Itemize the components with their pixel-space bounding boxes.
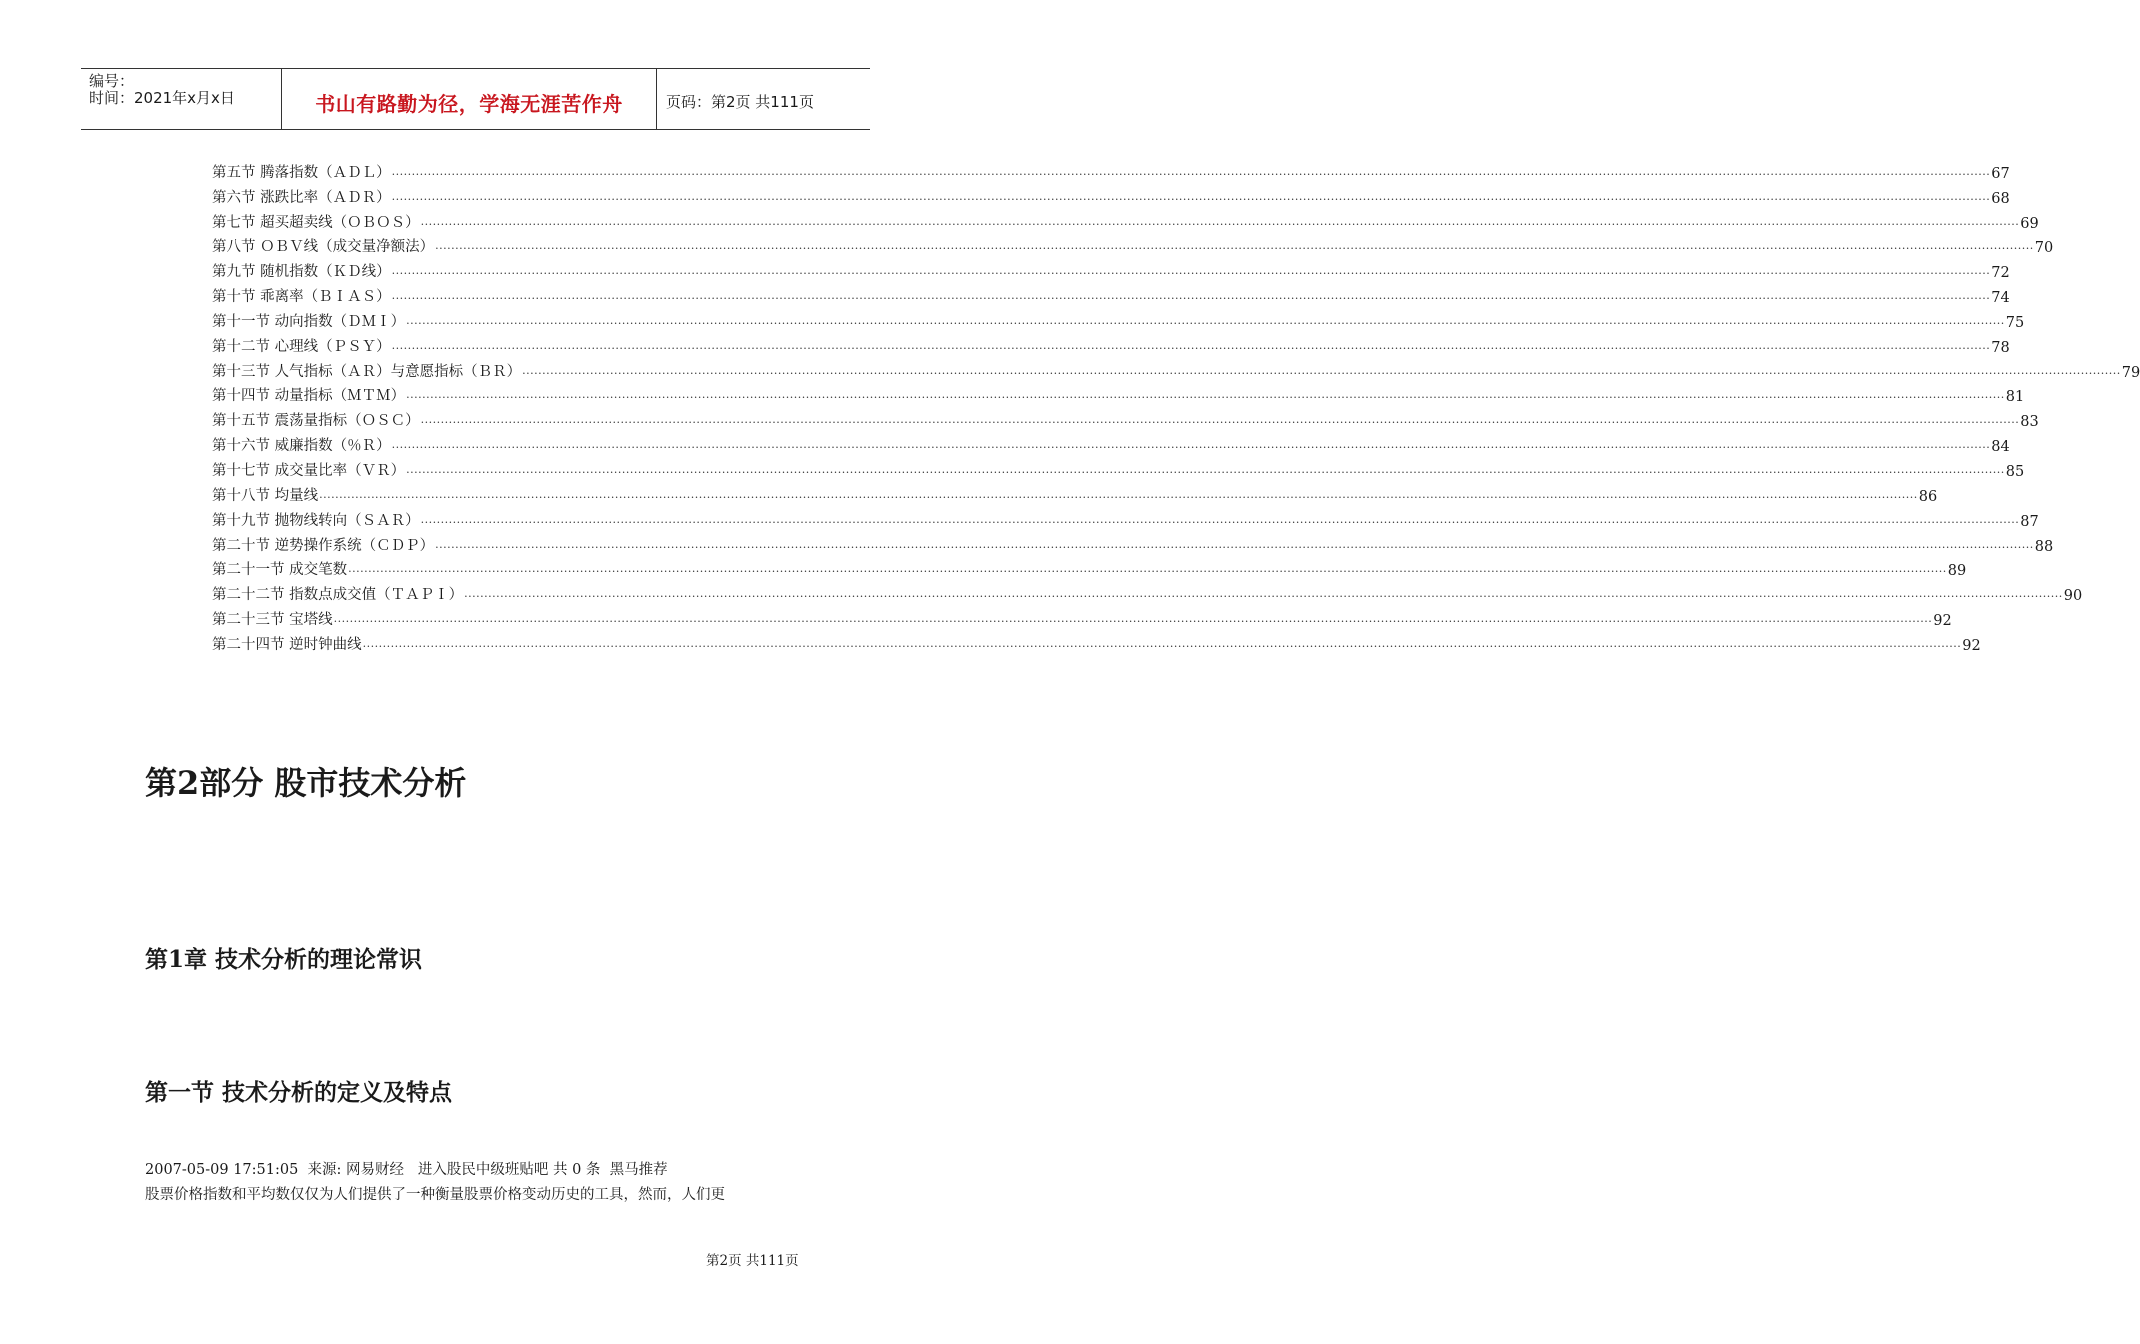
toc-entry[interactable]: [212, 281, 2010, 307]
toc-entry-title: 第九节 随机指数（ＫＤ线）: [212, 264, 391, 281]
header-page-label: 页码：第2页 共111页: [666, 93, 814, 111]
toc-entry-title: 第十节 乖离率（ＢＩＡＳ）: [212, 289, 391, 306]
toc-dot-leader: ................................................................................................................................................................................................................................................................................................................................................................................................................: [391, 189, 1991, 203]
toc-entry-title: 第二十二节 指数点成交值（ＴＡＰＩ）: [212, 587, 464, 604]
toc-dot-leader: ................................................................................................................................................................................................................................................................................................................................................................................................................: [391, 289, 1991, 303]
toc-entry-title: 第十七节 成交量比率（ＶＲ）: [212, 462, 406, 479]
toc-entry-page: 83: [2020, 414, 2039, 431]
toc-entry[interactable]: [212, 256, 2010, 282]
toc-entry-title: 第二十节 逆势操作系统（ＣＤＰ）: [212, 537, 435, 554]
toc-dot-leader: ................................................................................................................................................................................................................................................................................................................................................................................................................: [348, 562, 1947, 576]
toc-entry[interactable]: [212, 579, 2083, 605]
toc-entry[interactable]: [212, 405, 2039, 431]
toc-entry[interactable]: [212, 207, 2039, 232]
toc-entry-page: 72: [1991, 265, 2010, 282]
toc-entry-page: 67: [1991, 165, 2010, 182]
toc-entry-page: 86: [1918, 488, 1938, 505]
toc-entry[interactable]: [212, 232, 2054, 257]
toc-dot-leader: ................................................................................................................................................................................................................................................................................................................................................................................................................: [420, 512, 2020, 526]
toc-dot-leader: ................................................................................................................................................................................................................................................................................................................................................................................................................: [406, 313, 2005, 327]
toc-entry[interactable]: [212, 331, 2010, 356]
toc-entry-title: 第七节 超买超卖线（ＯＢＯＳ）: [212, 214, 420, 231]
toc-entry[interactable]: [212, 480, 1938, 505]
toc-entry-title: 第二十一节 成交笔数: [212, 562, 348, 579]
toc-entry-title: 第八节 ＯＢＶ线（成交量净额法）: [212, 239, 435, 256]
header-left-cell: [81, 69, 281, 129]
toc-entry[interactable]: [212, 306, 2025, 331]
toc-entry-title: 第十九节 抛物线转向（ＳＡＲ）: [212, 512, 420, 529]
chapter-title: 第1章 技术分析的理论常识: [145, 946, 423, 973]
toc-entry-page: 92: [1933, 613, 1952, 630]
table-of-contents: [212, 157, 2140, 654]
toc-entry-page: 74: [1991, 290, 2010, 307]
toc-dot-leader: ................................................................................................................................................................................................................................................................................................................................................................................................................: [464, 587, 2063, 601]
toc-dot-leader: ................................................................................................................................................................................................................................................................................................................................................................................................................: [391, 264, 1991, 278]
toc-entry[interactable]: [212, 182, 2010, 207]
toc-entry-page: 68: [1991, 190, 2010, 207]
toc-entry[interactable]: [212, 157, 2010, 182]
part-title: 第2部分 股市技术分析: [145, 764, 467, 802]
toc-entry-title: 第十三节 人气指标（ＡＲ）与意愿指标（ＢＲ）: [212, 363, 522, 380]
toc-entry-page: 81: [2005, 389, 2025, 406]
toc-entry-title: 第二十三节 宝塔线: [212, 612, 333, 629]
toc-dot-leader: ................................................................................................................................................................................................................................................................................................................................................................................................................: [406, 462, 2005, 476]
page-footer: 第2页 共111页: [706, 1253, 799, 1269]
toc-entry[interactable]: [212, 381, 2025, 406]
toc-entry-page: 75: [2005, 314, 2025, 331]
toc-entry-page: 85: [2005, 463, 2025, 480]
toc-entry-title: 第五节 腾落指数（ＡＤＬ）: [212, 164, 391, 181]
toc-entry[interactable]: [212, 604, 1952, 630]
toc-entry-title: 第十六节 威廉指数（％Ｒ）: [212, 438, 391, 455]
toc-entry-page: 92: [1962, 637, 1981, 654]
toc-dot-leader: ................................................................................................................................................................................................................................................................................................................................................................................................................: [406, 388, 2005, 402]
toc-entry-title: 第二十四节 逆时钟曲线: [212, 636, 362, 653]
toc-entry-page: 79: [2121, 364, 2140, 381]
toc-entry-title: 第六节 涨跌比率（ＡＤＲ）: [212, 189, 391, 206]
toc-entry-title: 第十四节 动量指标（ＭＴＭ）: [212, 388, 406, 405]
toc-dot-leader: ................................................................................................................................................................................................................................................................................................................................................................................................................: [420, 214, 2020, 228]
toc-entry[interactable]: [212, 555, 1967, 580]
body-paragraph: 股票价格指数和平均数仅仅为人们提供了一种衡量股票价格变动历史的工具，然而，人们更: [145, 1187, 725, 1203]
header-page-cell: [656, 69, 870, 129]
toc-entry-page: 69: [2020, 215, 2039, 232]
toc-entry[interactable]: [212, 430, 2010, 456]
toc-entry[interactable]: [212, 505, 2039, 530]
toc-entry-page: 90: [2063, 588, 2083, 605]
toc-entry-page: 70: [2034, 240, 2054, 257]
toc-dot-leader: ................................................................................................................................................................................................................................................................................................................................................................................................................: [362, 636, 1962, 650]
toc-dot-leader: ................................................................................................................................................................................................................................................................................................................................................................................................................: [391, 164, 1991, 178]
toc-entry-page: 89: [1947, 563, 1967, 580]
toc-entry-page: 78: [1991, 339, 2010, 356]
toc-entry[interactable]: [212, 629, 1981, 654]
serial-label: 编号：: [89, 72, 135, 90]
toc-dot-leader: ................................................................................................................................................................................................................................................................................................................................................................................................................: [435, 239, 2034, 253]
header-motto: 书山有路勤为径，学海无涯苦作舟: [315, 92, 623, 116]
toc-entry-page: 87: [2020, 513, 2039, 530]
toc-entry[interactable]: [212, 530, 2054, 555]
toc-entry-title: 第十八节 均量线: [212, 487, 319, 504]
toc-dot-leader: ................................................................................................................................................................................................................................................................................................................................................................................................................: [319, 487, 1918, 501]
toc-dot-leader: ................................................................................................................................................................................................................................................................................................................................................................................................................: [391, 438, 1991, 452]
toc-entry-title: 第十二节 心理线（ＰＳＹ）: [212, 338, 391, 355]
toc-dot-leader: ................................................................................................................................................................................................................................................................................................................................................................................................................: [333, 612, 1933, 626]
toc-entry[interactable]: [212, 455, 2025, 480]
toc-entry-title: 第十五节 震荡量指标（ＯＳＣ）: [212, 413, 420, 430]
toc-entry-page: 88: [2034, 538, 2054, 555]
toc-entry[interactable]: [212, 356, 2140, 381]
toc-dot-leader: ................................................................................................................................................................................................................................................................................................................................................................................................................: [435, 537, 2034, 551]
article-meta-line: 2007-05-09 17:51:05 来源: 网易财经 进入股民中级班贴吧 共 0 条 黑马推荐: [145, 1162, 668, 1178]
toc-dot-leader: ................................................................................................................................................................................................................................................................................................................................................................................................................: [522, 363, 2121, 377]
toc-dot-leader: ................................................................................................................................................................................................................................................................................................................................................................................................................: [391, 338, 1991, 352]
header-motto-cell: [281, 69, 657, 129]
section-title: 第一节 技术分析的定义及特点: [145, 1079, 453, 1106]
page-header: [81, 68, 870, 130]
toc-entry-title: 第十一节 动向指数（ＤＭＩ）: [212, 313, 406, 330]
date-label: 时间：2021年x月x日: [89, 89, 235, 107]
toc-dot-leader: ................................................................................................................................................................................................................................................................................................................................................................................................................: [420, 413, 2020, 427]
toc-entry-page: 84: [1991, 439, 2010, 456]
